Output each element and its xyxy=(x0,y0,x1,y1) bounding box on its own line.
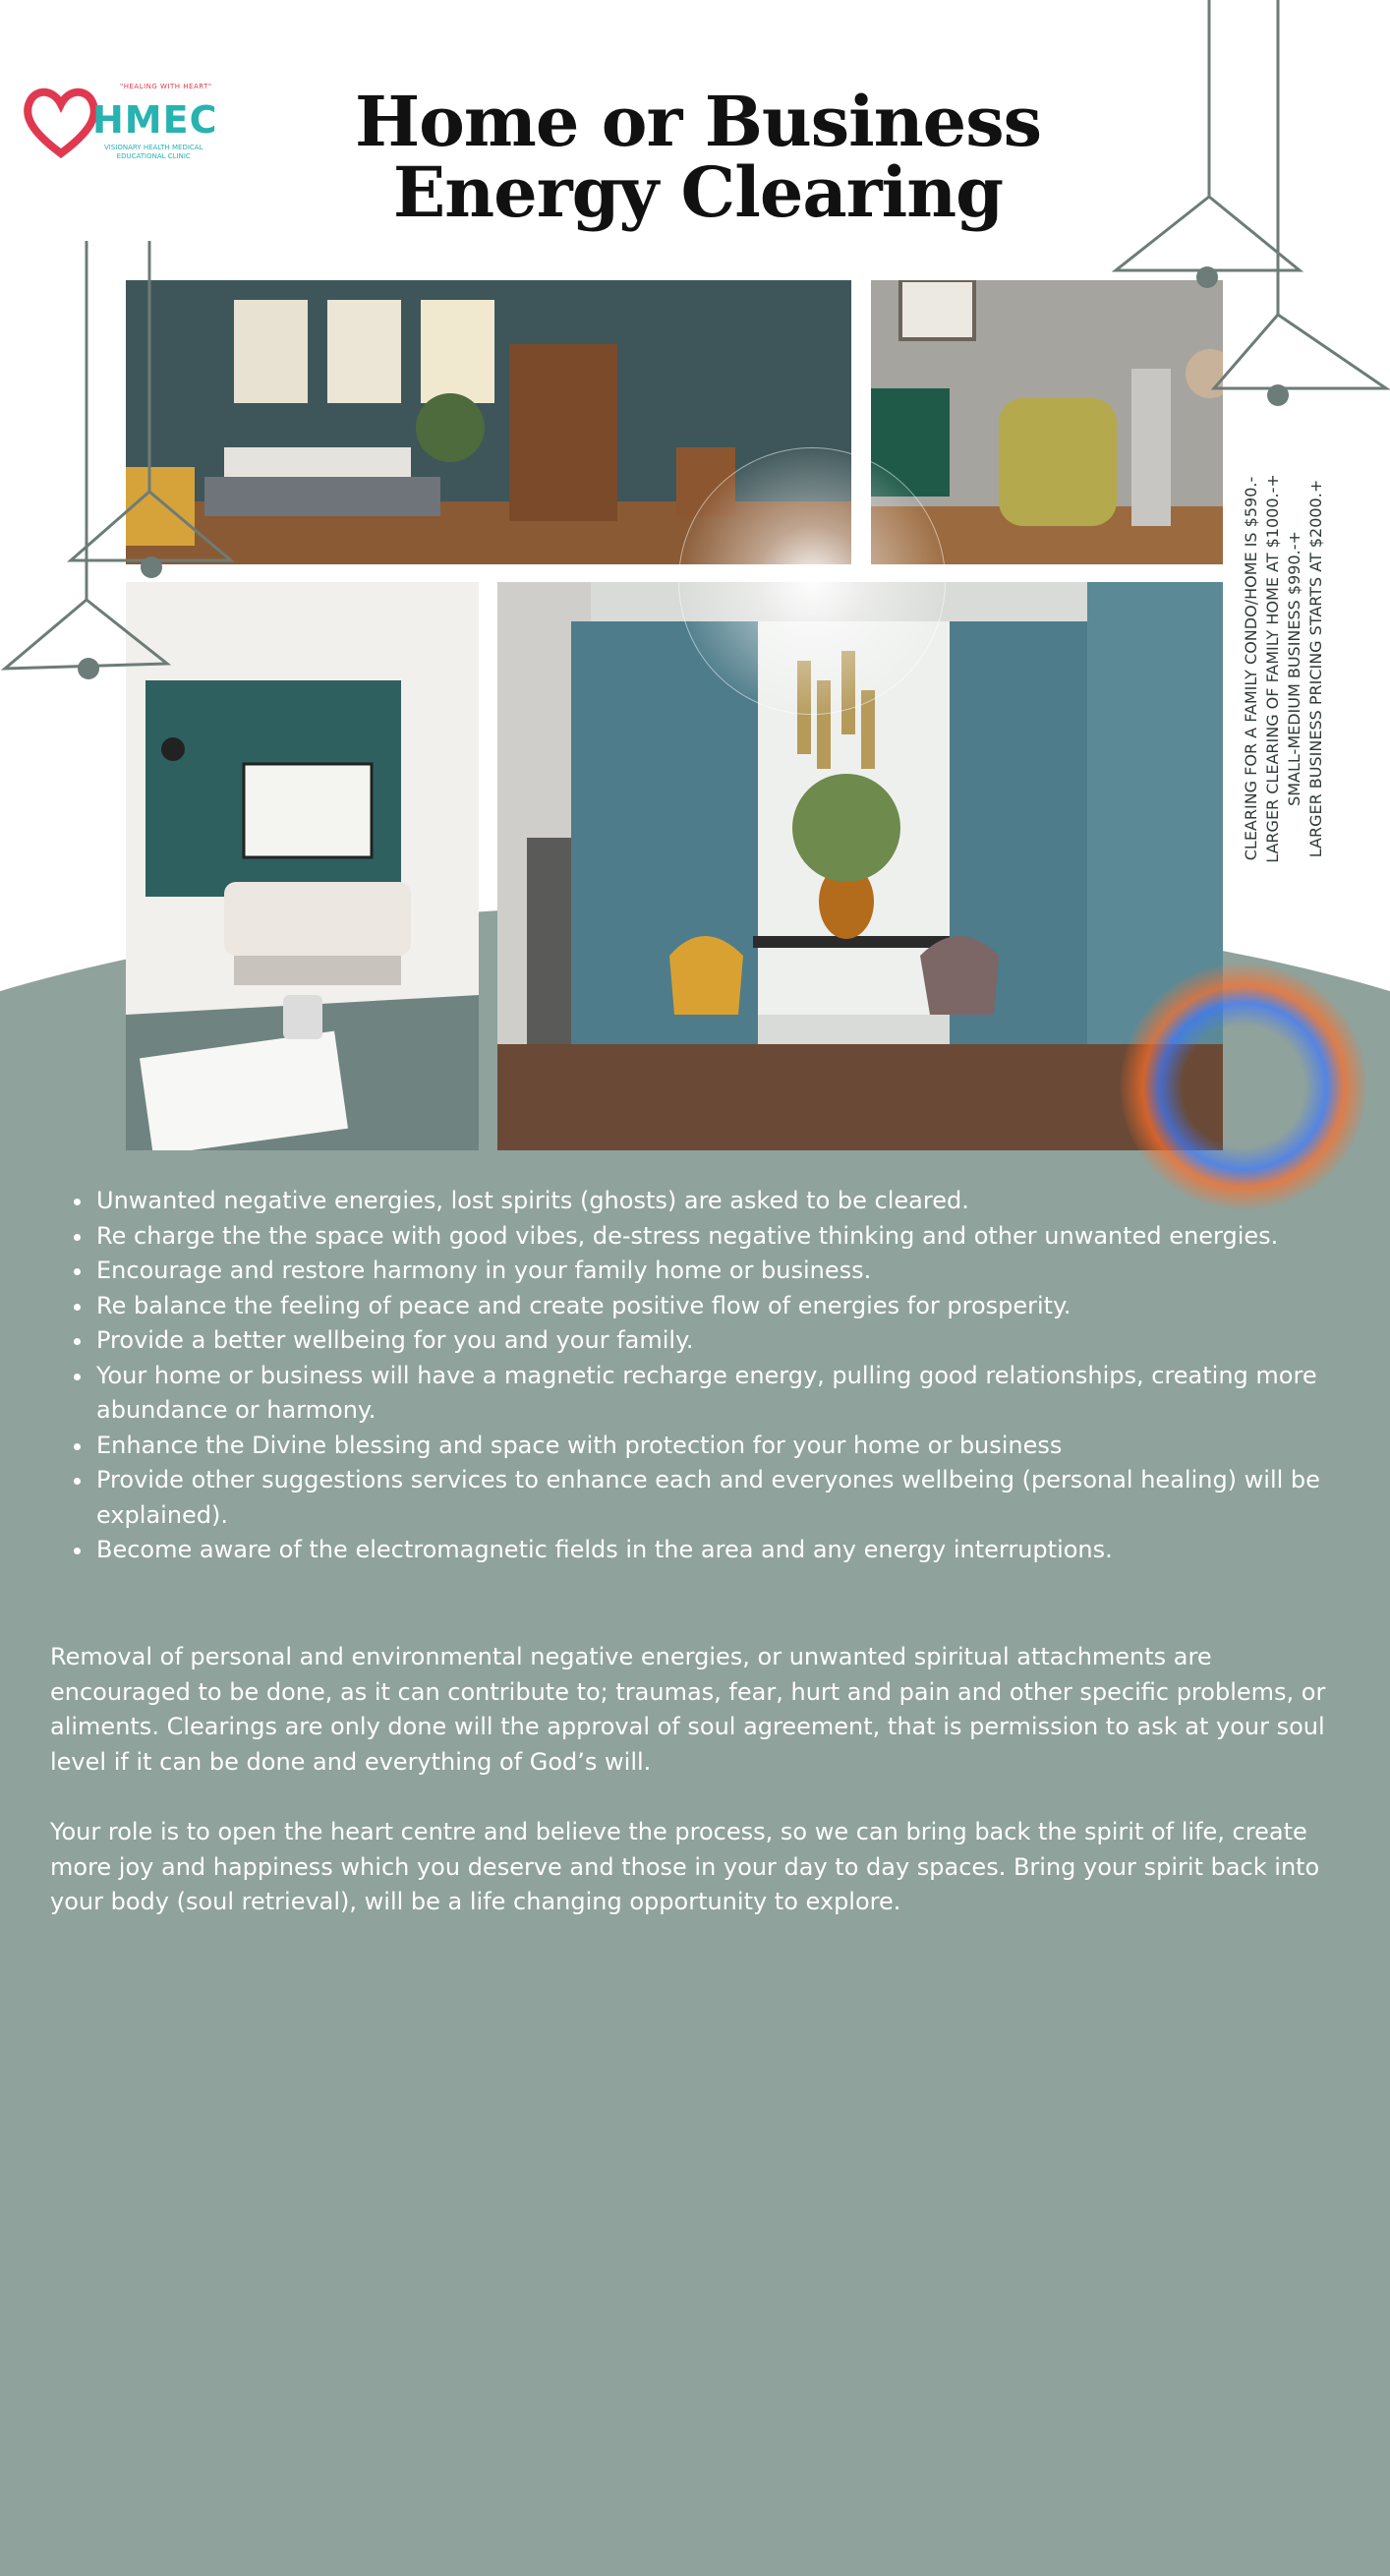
page-title: Home or Business Energy Clearing xyxy=(354,81,1042,233)
list-item: • Re charge the the space with good vibes, de-stress negative thinking and other unwanted energies. xyxy=(94,1219,1362,1255)
list-item: • Encourage and restore harmony in your family home or business. xyxy=(94,1254,1362,1289)
your-role-paragraph: Your role is to open the heart centre and believe the process, so we can bring back the spirit of life, create more joy and happiness which you deserve and those in your day to day spaces. Bring your spirit back into your body (soul retrieval), will be a life changing opportunity to explore. xyxy=(50,1818,1320,1915)
logo-subtitle-line2: EDUCATIONAL CLINIC xyxy=(116,152,191,160)
price-small-medium-business: SMALL-MEDIUM BUSINESS $990.-+ xyxy=(1285,531,1303,806)
logo-subtitle-line1: VISIONARY HEALTH MEDICAL xyxy=(104,144,203,151)
list-item: • Your home or business will have a magnetic recharge energy, pulling good relationships, creating more abundance or harmony. xyxy=(94,1359,1362,1429)
logo-subtitle xyxy=(104,144,203,161)
logo-name: HMEC xyxy=(92,98,218,142)
pricing-list xyxy=(1241,452,1349,885)
price-larger-family-home: LARGER CLEARING OF FAMILY HOME AT $1000.-+ xyxy=(1263,474,1282,863)
energy-swirl xyxy=(1121,964,1366,1209)
benefits-list xyxy=(67,1184,1362,1568)
hmec-logo xyxy=(22,83,224,176)
list-item: • Unwanted negative energies, lost spirits (ghosts) are asked to be cleared. xyxy=(94,1184,1362,1219)
light-glow xyxy=(678,447,946,715)
living-room-photo xyxy=(126,582,479,1150)
list-item: • Enhance the Divine blessing and space with protection for your home or business xyxy=(94,1429,1362,1464)
list-item: • Provide a better wellbeing for you and your family. xyxy=(94,1323,1362,1359)
price-larger-business: LARGER BUSINESS PRICING STARTS AT $2000.+ xyxy=(1306,479,1325,858)
price-family-condo: CLEARING FOR A FAMILY CONDO/HOME IS $590.- xyxy=(1242,476,1260,861)
list-item: • Re balance the feeling of peace and create positive flow of energies for prosperity. xyxy=(94,1289,1362,1324)
list-item: • Become aware of the electromagnetic fields in the area and any energy interruptions. xyxy=(94,1533,1362,1568)
logo-tagline: "HEALING WITH HEART" xyxy=(120,83,212,90)
heart-logo-icon xyxy=(22,83,100,161)
list-item: • Provide other suggestions services to enhance each and everyones wellbeing (personal healing) will be explained). xyxy=(94,1463,1362,1533)
removal-paragraph: Removal of personal and environmental negative energies, or unwanted spiritual attachments are encouraged to be done, as it can contribute to; traumas, fear, hurt and pain and other specific problems, or aliments. Clearings are only done will the approval of soul agreement, that is permission to ask at your soul level if it can be done and everything of God’s will. xyxy=(50,1643,1326,1776)
